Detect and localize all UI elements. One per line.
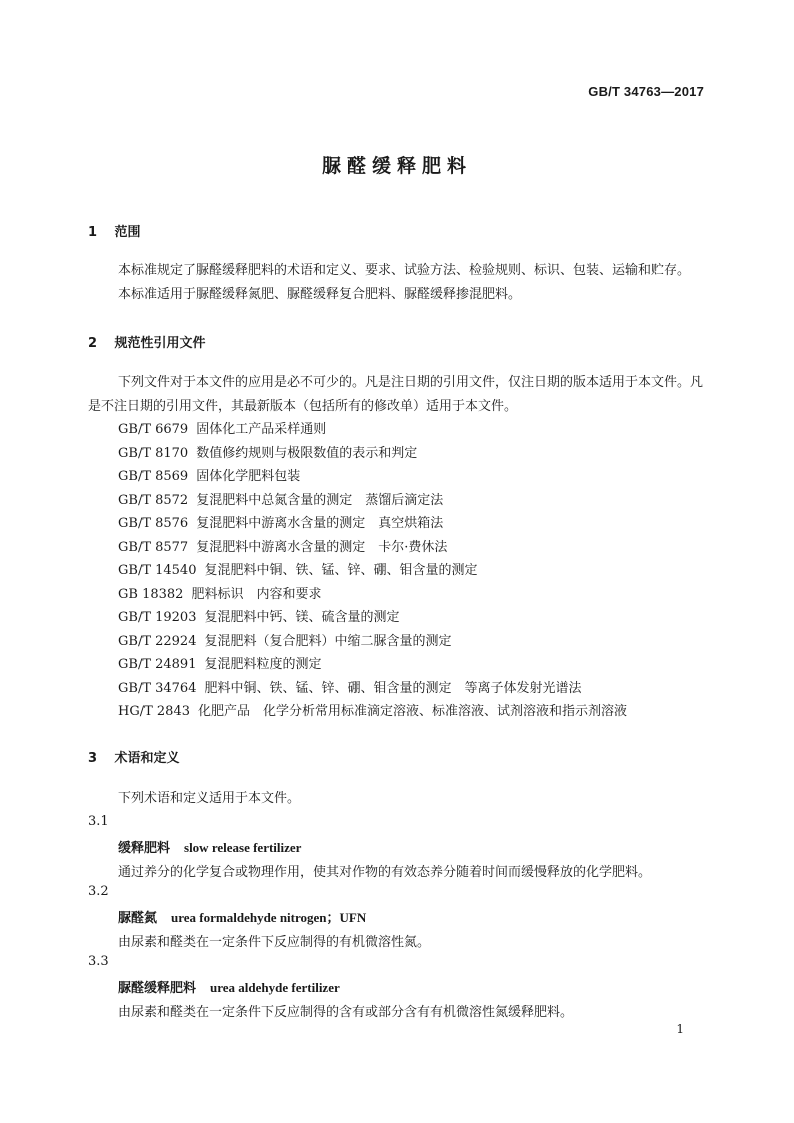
reference-title: 复混肥料中游离水含量的测定 真空烘箱法 xyxy=(196,516,444,531)
section-1-heading xyxy=(88,221,141,240)
term-entry xyxy=(118,977,340,996)
reference-item xyxy=(118,418,326,437)
reference-code: GB/T 14540 xyxy=(118,563,197,578)
reference-item xyxy=(118,653,322,672)
term-entry xyxy=(118,837,301,856)
paragraph: 下列文件对于本文件的应用是必不可少的。凡是注日期的引用文件，仅注日期的版本适用于本文件。凡是不注日期的引用文件，其最新版本（包括所有的修改单）适用于本文件。 xyxy=(88,375,704,414)
reference-code: GB/T 8569 xyxy=(118,469,189,484)
reference-item xyxy=(118,465,300,484)
reference-title: 复混肥料中钙、镁、硫含量的测定 xyxy=(204,610,400,625)
reference-item xyxy=(118,536,447,555)
standard-number: GB/T 34763—2017 xyxy=(588,84,704,99)
reference-title: 固体化学肥料包装 xyxy=(196,469,301,484)
reference-code: GB/T 24891 xyxy=(118,657,197,672)
term-definition: 由尿素和醛类在一定条件下反应制得的有机微溶性氮。 xyxy=(118,935,431,950)
reference-code: GB/T 6679 xyxy=(118,422,189,437)
reference-title: 复混肥料粒度的测定 xyxy=(204,657,322,672)
term-english: slow release fertilizer xyxy=(184,840,302,855)
reference-code: GB/T 8170 xyxy=(118,446,189,461)
term-definition: 通过养分的化学复合或物理作用，使其对作物的有效态养分随着时间而缓慢释放的化学肥料。 xyxy=(118,865,652,880)
section-title: 规范性引用文件 xyxy=(114,336,206,351)
paragraph: 本标准适用于脲醛缓释氮肥、脲醛缓释复合肥料、脲醛缓释掺混肥料。 xyxy=(118,287,522,302)
reference-item xyxy=(118,700,627,719)
paragraph: 下列术语和定义适用于本文件。 xyxy=(118,791,301,806)
reference-item xyxy=(118,677,582,696)
reference-title: 固体化工产品采样通则 xyxy=(196,422,327,437)
section-3-heading xyxy=(88,747,180,766)
reference-code: GB/T 8572 xyxy=(118,493,189,508)
term-chinese: 缓释肥料 xyxy=(118,841,171,856)
reference-item xyxy=(118,630,452,649)
reference-code: GB/T 8577 xyxy=(118,540,189,555)
term-chinese: 脲醛缓释肥料 xyxy=(118,981,197,996)
reference-title: 数值修约规则与极限数值的表示和判定 xyxy=(196,446,418,461)
reference-title: 肥料中铜、铁、锰、锌、硼、钼含量的测定 等离子体发射光谱法 xyxy=(204,681,582,696)
term-definition: 由尿素和醛类在一定条件下反应制得的含有或部分含有有机微溶性氮缓释肥料。 xyxy=(118,1005,574,1020)
reference-code: GB/T 34764 xyxy=(118,681,197,696)
reference-title: 复混肥料中游离水含量的测定 卡尔·费休法 xyxy=(196,540,448,555)
term-chinese: 脲醛氮 xyxy=(118,911,158,926)
term-english: urea formaldehyde nitrogen；UFN xyxy=(171,910,367,925)
paragraph: 本标准规定了脲醛缓释肥料的术语和定义、要求、试验方法、检验规则、标识、包装、运输和贮存。 xyxy=(118,263,691,278)
reference-code: GB/T 22924 xyxy=(118,634,197,649)
term-entry xyxy=(118,907,366,926)
reference-item xyxy=(118,442,417,461)
term-number: 3.2 xyxy=(88,884,109,899)
section-title: 范围 xyxy=(114,225,141,240)
term-number: 3.3 xyxy=(88,954,109,969)
section-number: 1 xyxy=(88,225,98,240)
reference-item xyxy=(118,583,321,602)
section-2-heading xyxy=(88,332,206,351)
reference-code: GB/T 19203 xyxy=(118,610,197,625)
term-english: urea aldehyde fertilizer xyxy=(210,980,340,995)
reference-item xyxy=(118,559,478,578)
section-number: 3 xyxy=(88,751,98,766)
reference-code: GB 18382 xyxy=(118,587,184,602)
reference-title: 复混肥料中铜、铁、锰、锌、硼、钼含量的测定 xyxy=(204,563,478,578)
document-title: 脲醛缓释肥料 xyxy=(321,155,472,177)
reference-item xyxy=(118,512,443,531)
page-number: 1 xyxy=(676,1022,684,1036)
section-number: 2 xyxy=(88,336,98,351)
reference-code: HG/T 2843 xyxy=(118,704,190,719)
section-title: 术语和定义 xyxy=(114,751,180,766)
reference-title: 肥料标识 内容和要求 xyxy=(191,587,322,602)
reference-code: GB/T 8576 xyxy=(118,516,189,531)
reference-title: 复混肥料（复合肥料）中缩二脲含量的测定 xyxy=(204,634,452,649)
term-number: 3.1 xyxy=(88,814,109,829)
reference-item xyxy=(118,489,443,508)
reference-title: 复混肥料中总氮含量的测定 蒸馏后滴定法 xyxy=(196,493,444,508)
reference-item xyxy=(118,606,400,625)
reference-title: 化肥产品 化学分析常用标准滴定溶液、标准溶液、试剂溶液和指示剂溶液 xyxy=(198,704,628,719)
